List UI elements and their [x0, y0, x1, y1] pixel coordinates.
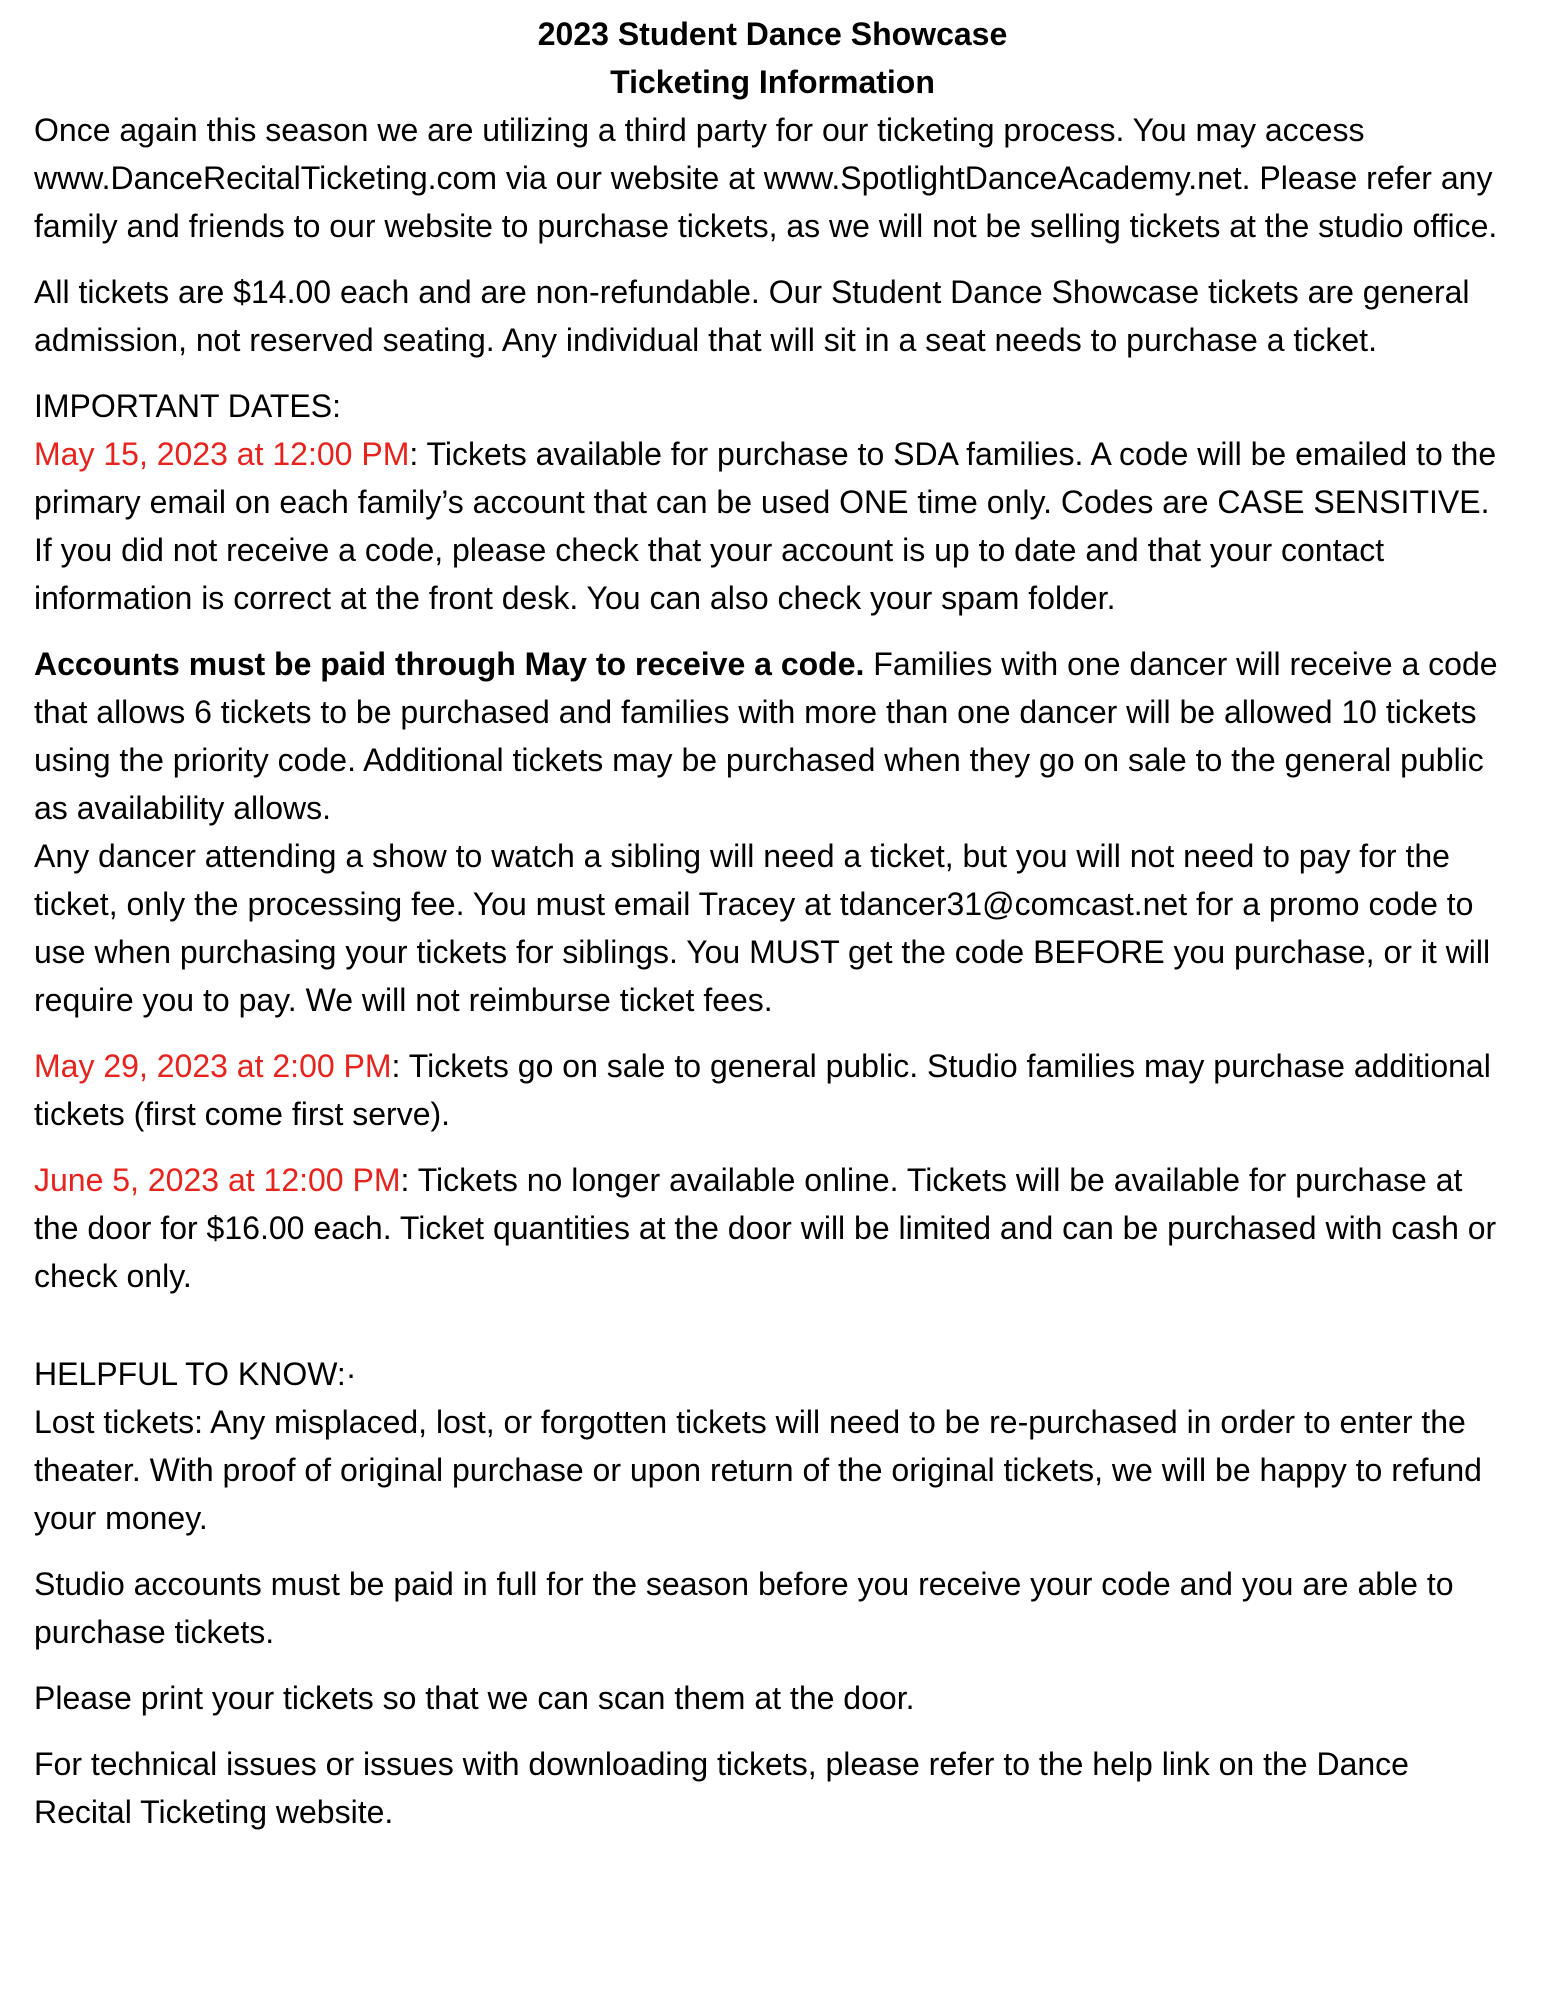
lost-tickets-paragraph: Lost tickets: Any misplaced, lost, or forgotten tickets will need to be re-purchased in order to enter the theater. With proof of original purchase or upon return of the original tickets, we will be happy to refund your money. [34, 1404, 1482, 1536]
date-label-june-5: June 5, 2023 at 12:00 PM [34, 1162, 401, 1198]
important-dates-heading: IMPORTANT DATES: [34, 388, 341, 424]
intro-paragraph-website: Once again this season we are utilizing a third party for our ticketing process. You may access www.DanceRecitalTicketing.com via our website at www.SpotlightDanceAcademy.net. Please refer any family and friends to our website to purchase tickets, as we will not be selling tickets at the studio office. [34, 112, 1498, 244]
accounts-paid-paragraph [34, 640, 1511, 832]
sibling-ticket-paragraph: Any dancer attending a show to watch a sibling will need a ticket, but you will not need to pay for the ticket, only the processing fee. You must email Tracey at tdancer31@comcast.net for a promo code to use when purchasing your tickets for siblings. You MUST get the code BEFORE you purchase, or it will require you to pay. We will not reimburse ticket fees. [34, 838, 1491, 1018]
technical-issues-paragraph: For technical issues or issues with downloading tickets, please refer to the help link on the Dance Recital Ticketing website. [34, 1746, 1409, 1830]
accounts-paid-full-paragraph: Studio accounts must be paid in full for the season before you receive your code and you are able to purchase tickets. [34, 1566, 1454, 1650]
print-tickets-paragraph: Please print your tickets so that we can scan them at the door. [34, 1680, 915, 1716]
date-entry-online-close [34, 1156, 1511, 1300]
accounts-paid-emphasis: Accounts must be paid through May to receive a code. [34, 646, 865, 682]
date-label-may-15: May 15, 2023 at 12:00 PM [34, 436, 410, 472]
date-description-may-15: : Tickets available for purchase to SDA families. A code will be emailed to the primary email on each family’s account that can be used ONE time only. Codes are CASE SENSITIVE. If you did not receive a code, please check that your account is up to date and that your contact information is correct at the front desk. You can also check your spam folder. [34, 436, 1497, 616]
helpful-heading: HELPFUL TO KNOW:· [34, 1356, 357, 1392]
date-description-may-29: : Tickets go on sale to general public. Studio families may purchase additional tickets (first come first serve). [34, 1048, 1491, 1132]
date-entry-general-sale [34, 1042, 1511, 1138]
accounts-paid-text: Families with one dancer will receive a code that allows 6 tickets to be purchased and families with more than one dancer will be allowed 10 tickets using the priority code. Additional tickets may be purchased when they go on sale to the general public as availability allows. [34, 646, 1498, 826]
document-title: 2023 Student Dance Showcase [537, 16, 1008, 52]
date-label-may-29: May 29, 2023 at 2:00 PM [34, 1048, 392, 1084]
intro-paragraph-pricing: All tickets are $14.00 each and are non-refundable. Our Student Dance Showcase tickets are general admission, not reserved seating. Any individual that will sit in a seat needs to purchase a ticket. [34, 274, 1470, 358]
document-subtitle: Ticketing Information [610, 64, 935, 100]
date-entry-family-sale [34, 430, 1511, 622]
date-description-june-5: : Tickets no longer available online. Tickets will be available for purchase at the door for $16.00 each. Ticket quantities at the door will be limited and can be purchased with cash or check only. [34, 1162, 1497, 1294]
